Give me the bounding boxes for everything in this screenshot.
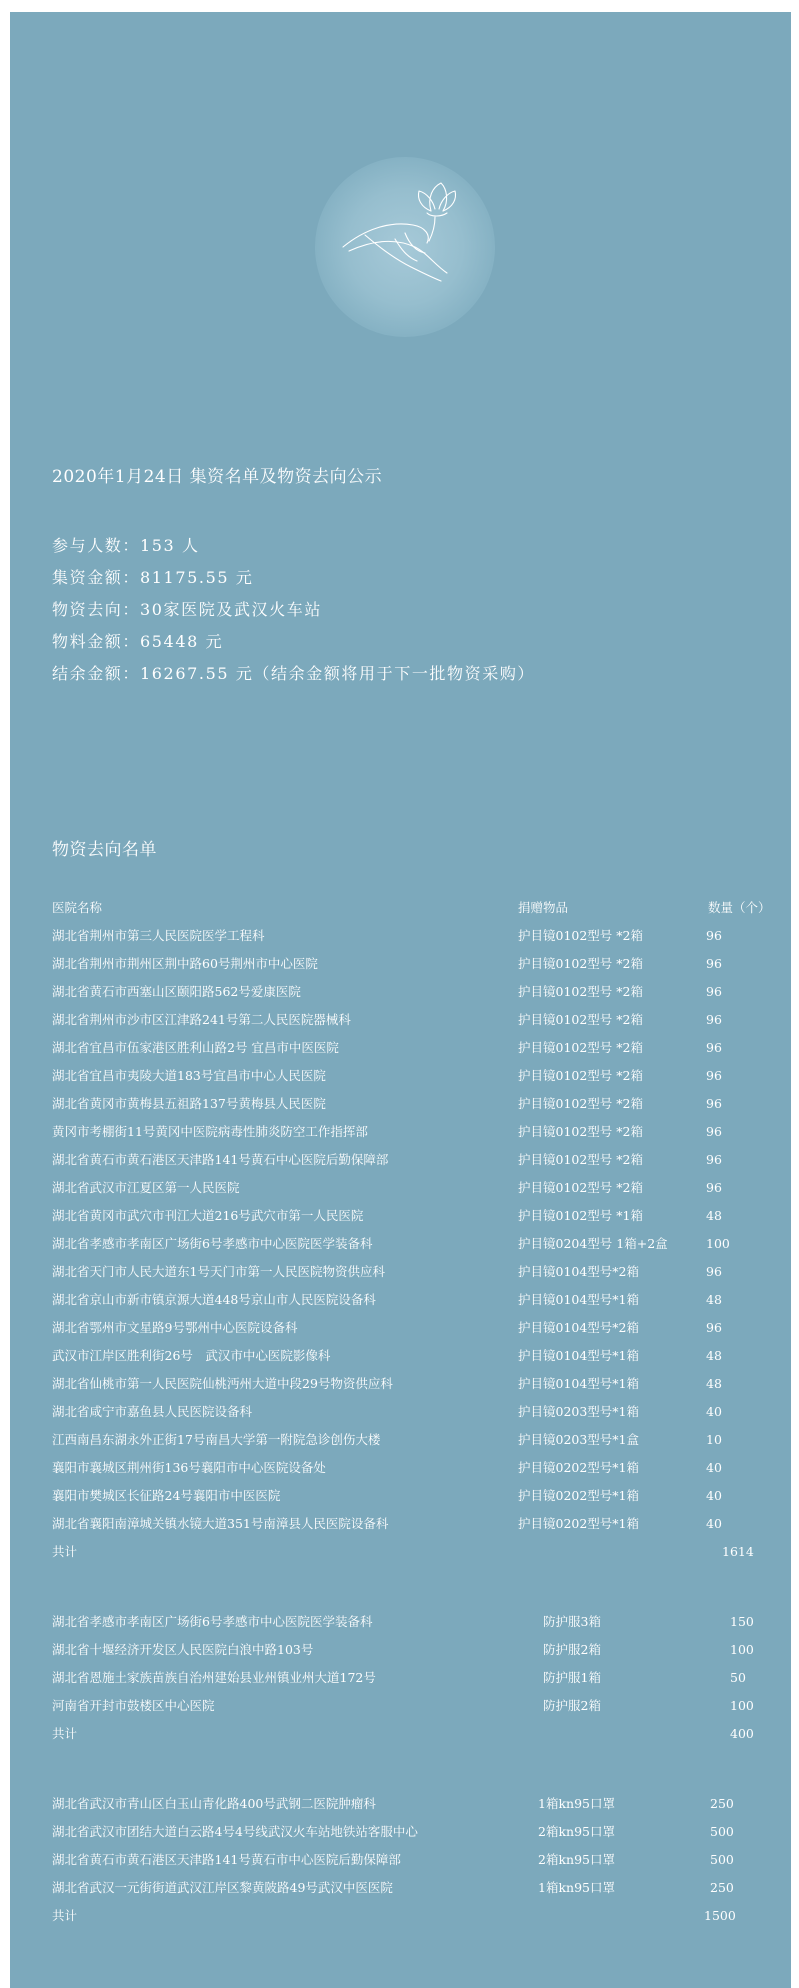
total-qty: 400 [730, 1726, 754, 1741]
table-row [52, 1398, 782, 1426]
table-row [52, 1664, 782, 1692]
table-row [52, 1202, 782, 1230]
table-row [52, 1426, 782, 1454]
qty-cell: 96 [706, 1040, 722, 1055]
hospital-cell: 湖北省黄石市黄石港区天津路141号黄石中心医院后勤保障部 [52, 1152, 389, 1167]
item-cell: 护目镜0104型号*1箱 [518, 1292, 640, 1307]
item-cell: 1箱kn95口罩 [538, 1880, 615, 1895]
qty-cell: 96 [706, 1264, 722, 1279]
item-cell: 护目镜0104型号*1箱 [518, 1348, 640, 1363]
qty-cell: 48 [706, 1376, 722, 1391]
total-qty: 1500 [704, 1908, 736, 1923]
item-cell: 防护服3箱 [543, 1614, 601, 1629]
hospital-cell: 湖北省武汉市青山区白玉山青化路400号武钢二医院肿瘤科 [52, 1796, 376, 1811]
qty-cell: 48 [706, 1208, 722, 1223]
hospital-cell: 湖北省黄冈市黄梅县五祖路137号黄梅县人民医院 [52, 1096, 326, 1111]
total-label: 共计 [52, 1726, 78, 1741]
table-row [52, 1286, 782, 1314]
list-title: 物资去向名单 [52, 840, 157, 860]
hospital-cell: 黄冈市考棚街11号黄冈中医院病毒性肺炎防空工作指挥部 [52, 1124, 368, 1139]
table-row [52, 1006, 782, 1034]
item-cell: 防护服2箱 [543, 1642, 601, 1657]
qty-cell: 100 [730, 1642, 754, 1657]
total-label: 共计 [52, 1544, 78, 1559]
total-qty: 1614 [722, 1544, 754, 1559]
table-row [52, 1636, 782, 1664]
hospital-cell: 湖北省武汉一元街街道武汉江岸区黎黄陂路49号武汉中医医院 [52, 1880, 393, 1895]
qty-cell: 96 [706, 1068, 722, 1083]
item-cell: 护目镜0102型号 *2箱 [518, 1124, 643, 1139]
hospital-cell: 湖北省黄石市黄石港区天津路141号黄石市中心医院后勤保障部 [52, 1852, 401, 1867]
table-row [52, 978, 782, 1006]
qty-cell: 10 [706, 1432, 722, 1447]
table-row [52, 1370, 782, 1398]
hospital-cell: 湖北省武汉市团结大道白云路4号4号线武汉火车站地铁站客服中心 [52, 1824, 418, 1839]
item-cell: 护目镜0202型号*1箱 [518, 1488, 640, 1503]
qty-cell: 40 [706, 1516, 722, 1531]
balance-amount: 结余金额：16267.55 元（结余金额将用于下一批物资采购） [52, 664, 536, 683]
qty-cell: 250 [710, 1880, 734, 1895]
table-header [52, 894, 782, 922]
header-hospital: 医院名称 [52, 900, 103, 915]
table-row [52, 1790, 782, 1818]
item-cell: 护目镜0102型号 *2箱 [518, 1012, 643, 1027]
hospital-cell: 湖北省十堰经济开发区人民医院白浪中路103号 [52, 1642, 314, 1657]
qty-cell: 500 [710, 1852, 734, 1867]
suits-total-row [52, 1720, 782, 1748]
item-cell: 护目镜0102型号 *2箱 [518, 956, 643, 971]
hospital-cell: 湖北省仙桃市第一人民医院仙桃沔州大道中段29号物资供应科 [52, 1376, 393, 1391]
hospital-cell: 湖北省天门市人民大道东1号天门市第一人民医院物资供应科 [52, 1264, 385, 1279]
hospital-cell: 襄阳市樊城区长征路24号襄阳市中医医院 [52, 1488, 281, 1503]
table-row [52, 1608, 782, 1636]
qty-cell: 96 [706, 928, 722, 943]
item-cell: 护目镜0203型号*1箱 [518, 1404, 640, 1419]
table-row [52, 1482, 782, 1510]
item-cell: 护目镜0104型号*2箱 [518, 1320, 640, 1335]
table-row [52, 1146, 782, 1174]
item-cell: 护目镜0202型号*1箱 [518, 1516, 640, 1531]
participants-count: 参与人数：153 人 [52, 536, 200, 555]
item-cell: 1箱kn95口罩 [538, 1796, 615, 1811]
header-item: 捐赠物品 [518, 900, 569, 915]
hospital-cell: 湖北省鄂州市文星路9号鄂州中心医院设备科 [52, 1320, 298, 1335]
page-title: 2020年1月24日 集资名单及物资去向公示 [52, 467, 383, 487]
hospital-cell: 湖北省荆州市沙市区江津路241号第二人民医院器械科 [52, 1012, 351, 1027]
material-amount: 物料金额：65448 元 [52, 632, 224, 651]
item-cell: 护目镜0102型号 *2箱 [518, 1152, 643, 1167]
total-label: 共计 [52, 1908, 78, 1923]
hospital-cell: 湖北省黄冈市武穴市刊江大道216号武穴市第一人民医院 [52, 1208, 364, 1223]
summary-block [52, 530, 535, 690]
item-cell: 护目镜0102型号 *2箱 [518, 1068, 643, 1083]
raised-amount: 集资金额：81175.55 元 [52, 568, 254, 587]
header-qty: 数量（个） [708, 900, 771, 915]
table-row [52, 1314, 782, 1342]
qty-cell: 96 [706, 1152, 722, 1167]
hospital-cell: 湖北省武汉市江夏区第一人民医院 [52, 1180, 240, 1195]
item-cell: 护目镜0102型号 *2箱 [518, 928, 643, 943]
content-panel [10, 12, 791, 1988]
qty-cell: 100 [730, 1698, 754, 1713]
hospital-cell: 河南省开封市鼓楼区中心医院 [52, 1698, 215, 1713]
table-row [52, 1510, 782, 1538]
item-cell: 防护服1箱 [543, 1670, 601, 1685]
table-row [52, 1090, 782, 1118]
qty-cell: 96 [706, 1012, 722, 1027]
hospital-cell: 湖北省京山市新市镇京源大道448号京山市人民医院设备科 [52, 1292, 376, 1307]
item-cell: 防护服2箱 [543, 1698, 601, 1713]
hospital-cell: 湖北省恩施土家族苗族自治州建始县业州镇业州大道172号 [52, 1670, 376, 1685]
table-row [52, 1034, 782, 1062]
table-row [52, 1874, 782, 1902]
qty-cell: 96 [706, 1180, 722, 1195]
destination: 物资去向：30家医院及武汉火车站 [52, 600, 322, 619]
hospital-cell: 襄阳市襄城区荆州街136号襄阳市中心医院设备处 [52, 1460, 326, 1475]
table-row [52, 1818, 782, 1846]
table-row [52, 1454, 782, 1482]
item-cell: 护目镜0102型号 *2箱 [518, 1040, 643, 1055]
qty-cell: 250 [710, 1796, 734, 1811]
hospital-cell: 湖北省孝感市孝南区广场街6号孝感市中心医院医学装备科 [52, 1236, 373, 1251]
hospital-cell: 湖北省荆州市荆州区荆中路60号荆州市中心医院 [52, 956, 318, 971]
item-cell: 护目镜0102型号 *2箱 [518, 1180, 643, 1195]
hospital-cell: 江西南昌东湖永外正街17号南昌大学第一附院急诊创伤大楼 [52, 1432, 381, 1447]
table-row [52, 1258, 782, 1286]
item-cell: 护目镜0104型号*2箱 [518, 1264, 640, 1279]
hospital-cell: 湖北省宜昌市夷陵大道183号宜昌市中心人民医院 [52, 1068, 326, 1083]
qty-cell: 48 [706, 1292, 722, 1307]
qty-cell: 96 [706, 984, 722, 999]
goggles-total-row [52, 1538, 782, 1566]
qty-cell: 40 [706, 1488, 722, 1503]
qty-cell: 50 [730, 1670, 746, 1685]
qty-cell: 100 [706, 1236, 730, 1251]
qty-cell: 150 [730, 1614, 754, 1629]
qty-cell: 96 [706, 1096, 722, 1111]
hospital-cell: 湖北省襄阳南漳城关镇水镜大道351号南漳县人民医院设备科 [52, 1516, 389, 1531]
item-cell: 2箱kn95口罩 [538, 1824, 615, 1839]
hospital-cell: 湖北省宜昌市伍家港区胜利山路2号 宜昌市中医医院 [52, 1040, 339, 1055]
item-cell: 护目镜0204型号 1箱+2盒 [518, 1236, 668, 1251]
table-row [52, 1846, 782, 1874]
item-cell: 护目镜0104型号*1箱 [518, 1376, 640, 1391]
qty-cell: 40 [706, 1460, 722, 1475]
hospital-cell: 湖北省黄石市西塞山区颐阳路562号爱康医院 [52, 984, 301, 999]
hospital-cell: 湖北省荆州市第三人民医院医学工程科 [52, 928, 265, 943]
hospital-cell: 湖北省咸宁市嘉鱼县人民医院设备科 [52, 1404, 253, 1419]
hospital-cell: 武汉市江岸区胜利街26号 武汉市中心医院影像科 [52, 1348, 331, 1363]
table-row [52, 922, 782, 950]
qty-cell: 48 [706, 1348, 722, 1363]
item-cell: 护目镜0203型号*1盒 [518, 1432, 640, 1447]
qty-cell: 500 [710, 1824, 734, 1839]
table-row [52, 1230, 782, 1258]
table-row [52, 1342, 782, 1370]
qty-cell: 96 [706, 956, 722, 971]
table-row [52, 1174, 782, 1202]
table-row [52, 1692, 782, 1720]
item-cell: 护目镜0102型号 *1箱 [518, 1208, 643, 1223]
item-cell: 护目镜0102型号 *2箱 [518, 984, 643, 999]
lotus-hand-icon [335, 177, 475, 297]
item-cell: 2箱kn95口罩 [538, 1852, 615, 1867]
table-row [52, 950, 782, 978]
item-cell: 护目镜0102型号 *2箱 [518, 1096, 643, 1111]
qty-cell: 40 [706, 1404, 722, 1419]
item-cell: 护目镜0202型号*1箱 [518, 1460, 640, 1475]
masks-total-row [52, 1902, 782, 1930]
qty-cell: 96 [706, 1124, 722, 1139]
hospital-cell: 湖北省孝感市孝南区广场街6号孝感市中心医院医学装备科 [52, 1614, 373, 1629]
table-row [52, 1062, 782, 1090]
qty-cell: 96 [706, 1320, 722, 1335]
table-row [52, 1118, 782, 1146]
